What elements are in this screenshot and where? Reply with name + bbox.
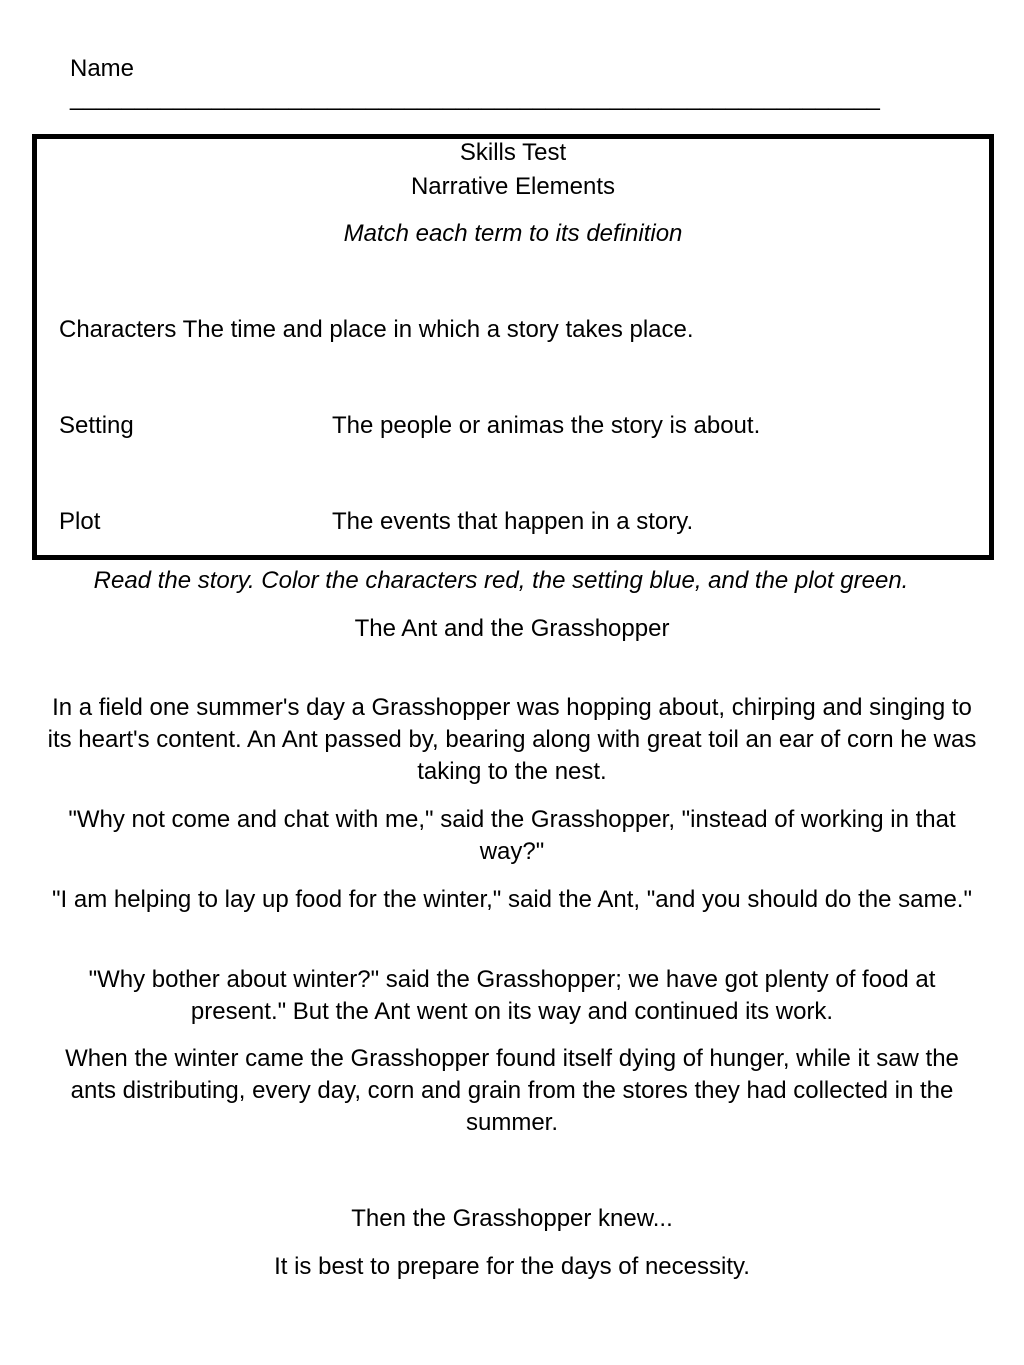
- story-moral: It is best to prepare for the days of necessity.: [274, 1253, 750, 1280]
- name-label: Name: [70, 55, 135, 82]
- story-paragraph: Then the Grasshopper knew...: [351, 1205, 673, 1232]
- definition-time-place: The time and place in which a story takes place.: [182, 316, 694, 343]
- story-instruction: Read the story. Color the characters red, the setting blue, and the plot green.: [93, 567, 909, 594]
- match-instruction: Match each term to its definition: [343, 220, 683, 247]
- story-paragraph: When the winter came the Grasshopper found itself dying of hunger, while it saw the ants distributing, every day, corn and grain from the stores they had collected in the summer.: [65, 1045, 959, 1136]
- story-paragraph: "I am helping to lay up food for the winter," said the Ant, "and you should do the same.": [52, 886, 972, 913]
- definition-events: The events that happen in a story.: [332, 508, 694, 535]
- story-paragraph: "Why not come and chat with me," said the Grasshopper, "instead of working in that way?": [68, 806, 956, 865]
- term-setting: Setting: [59, 412, 134, 439]
- narrative-elements-subtitle: Narrative Elements: [410, 173, 616, 200]
- definition-people-animals: The people or animas the story is about.: [332, 412, 761, 439]
- skills-test-box: [32, 134, 994, 560]
- term-row-characters: [59, 316, 694, 344]
- story-title: The Ant and the Grasshopper: [354, 615, 670, 642]
- term-plot: Plot: [59, 508, 101, 535]
- skills-test-title: Skills Test: [459, 139, 567, 166]
- story-paragraph: In a field one summer's day a Grasshopper was hopping about, chirping and singing to its heart's content. An Ant passed by, bearing along with great toil an ear of corn he was taking to the nest.: [47, 694, 977, 785]
- story-paragraph: "Why bother about winter?" said the Grasshopper; we have got plenty of food at present." But the Ant went on its way and continued its work.: [88, 966, 936, 1025]
- name-blank-line: _______________________________________________________________: [70, 84, 880, 111]
- term-characters: Characters: [59, 316, 177, 343]
